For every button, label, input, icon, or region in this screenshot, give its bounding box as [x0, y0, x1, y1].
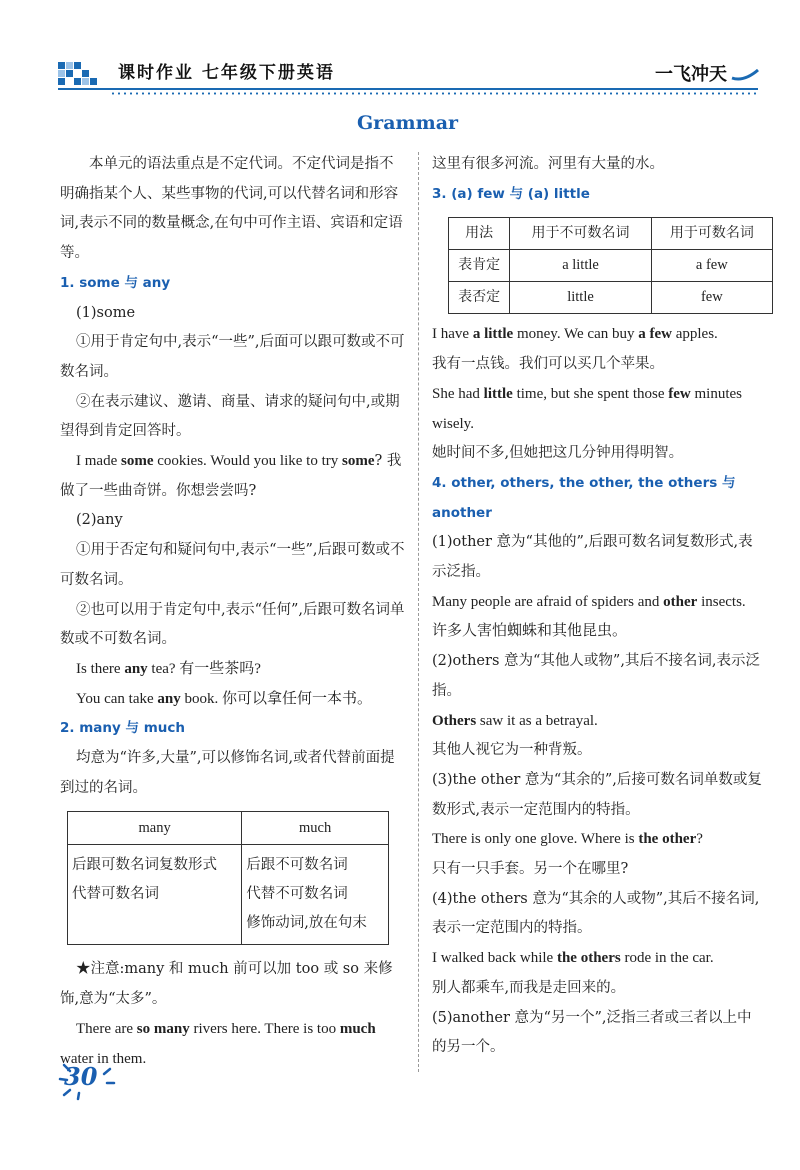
example-sentence: She had little time, but she spent those few minutes wisely.: [432, 385, 742, 432]
rule-text: (2)others 意为“其他人或物”,其后不接名词,表示泛指。: [432, 653, 761, 699]
table-cell: [242, 845, 389, 945]
table-cell: 表否定: [449, 282, 510, 314]
few-little-table: [448, 217, 773, 314]
table-cell: 表肯定: [449, 250, 510, 282]
example-sentence: There is only one glove. Where is the other?: [432, 831, 703, 848]
note-text: ★注意:many 和 much 前可以加 too 或 so 来修饰,意为“太多”。: [60, 961, 393, 1008]
example-sentence: I have a little money. We can buy a few apples.: [432, 326, 718, 343]
example-sentence: I made some cookies. Would you like to try some? 我做了一些曲奇饼。你想尝尝吗?: [60, 453, 402, 499]
swoosh-icon: [730, 68, 760, 82]
column-divider: [418, 152, 419, 1072]
example-sentence: There are so many rivers here. There is too much water in them.: [60, 1020, 376, 1067]
page-number: 30: [64, 1062, 98, 1091]
cell-line: 代替不可数名词: [246, 886, 348, 903]
example-sentence: Others saw it as a betrayal.: [432, 712, 598, 729]
logo-squares-icon: [58, 62, 106, 90]
table-cell: a few: [651, 250, 772, 282]
rule-text: ①用于否定句和疑问句中,表示“一些”,后跟可数或不可数名词。: [60, 542, 405, 588]
translation-text: 只有一只手套。另一个在哪里?: [432, 861, 629, 878]
table-cell: few: [651, 282, 772, 314]
table-header: much: [242, 812, 389, 845]
rule-text: (4)the others 意为“其余的人或物”,其后不接名词,表示一定范围内的特指。: [432, 890, 760, 937]
left-column: [60, 150, 405, 1074]
brand-logo: 一飞冲天: [655, 64, 727, 85]
book-title: 课时作业 七年级下册英语: [118, 63, 335, 83]
rule-text: (3)the other 意为“其余的”,后接可数名词单数或复数形式,表示一定范围内的特指。: [432, 771, 762, 818]
table-header: 用于不可数名词: [510, 218, 651, 250]
example-sentence: Is there any tea? 有一些茶吗?: [76, 660, 261, 677]
rule-text: (5)another 意为“另一个”,泛指三者或三者以上中的另一个。: [432, 1009, 752, 1056]
rule-text: ②在表示建议、邀请、商量、请求的疑问句中,或期望得到肯定回答时。: [60, 393, 400, 440]
table-cell: a little: [510, 250, 651, 282]
table-cell: little: [510, 282, 651, 314]
subheading: (1)some: [76, 304, 136, 321]
table-header: 用法: [449, 218, 510, 250]
translation-text: 我有一点钱。我们可以买几个苹果。: [432, 356, 664, 373]
intro-paragraph: 本单元的语法重点是不定代词。不定代词是指不明确指某个人、某些事物的代词,可以代替名词和形容词,表示不同的数量概念,在句中可作主语、宾语和定语等。: [60, 156, 403, 262]
translation-text: 其他人视它为一种背叛。: [432, 742, 592, 759]
rule-text: (1)other 意为“其他的”,后跟可数名词复数形式,表示泛指。: [432, 534, 753, 581]
cell-line: 代替可数名词: [72, 886, 159, 903]
header-dots: [110, 92, 758, 95]
cell-line: 后跟不可数名词: [246, 857, 348, 874]
section-heading: 4. other, others, the other, the others 与 another: [432, 474, 736, 521]
rule-text: ②也可以用于肯定句中,表示“任何”,后跟可数名词单数或不可数名词。: [60, 601, 405, 648]
cell-line: 后跟可数名词复数形式: [72, 857, 217, 874]
rule-text: ①用于肯定句中,表示“一些”,后面可以跟可数或不可数名词。: [60, 334, 405, 380]
section-heading: 1. some 与 any: [60, 274, 171, 291]
cell-line: 修饰动词,放在句末: [246, 915, 367, 932]
section-heading: 2. many 与 much: [60, 720, 186, 737]
translation-text: 她时间不多,但她把这几分钟用得明智。: [432, 445, 684, 462]
table-cell: [68, 845, 242, 945]
header-rule: [58, 88, 758, 90]
page-header: [0, 0, 800, 100]
example-sentence: You can take any book. 你可以拿任何一本书。: [76, 690, 372, 707]
table-header: many: [68, 812, 242, 845]
table-row: [449, 282, 773, 314]
table-row: [449, 250, 773, 282]
translation-text: 这里有很多河流。河里有大量的水。: [432, 156, 664, 172]
example-sentence: Many people are afraid of spiders and other insects. 许多人害怕蜘蛛和其他昆虫。: [432, 593, 746, 640]
subheading: (2)any: [76, 512, 123, 529]
right-column: [432, 150, 762, 1063]
page-title: Grammar: [356, 112, 459, 134]
section-heading: 3. (a) few 与 (a) little: [432, 185, 590, 202]
translation-text: 别人都乘车,而我是走回来的。: [432, 979, 626, 996]
rule-text: 均意为“许多,大量”,可以修饰名词,或者代替前面提到过的名词。: [60, 750, 395, 796]
example-sentence: I walked back while the others rode in the car.: [432, 950, 714, 967]
table-header: 用于可数名词: [651, 218, 772, 250]
many-much-table: [67, 811, 389, 945]
